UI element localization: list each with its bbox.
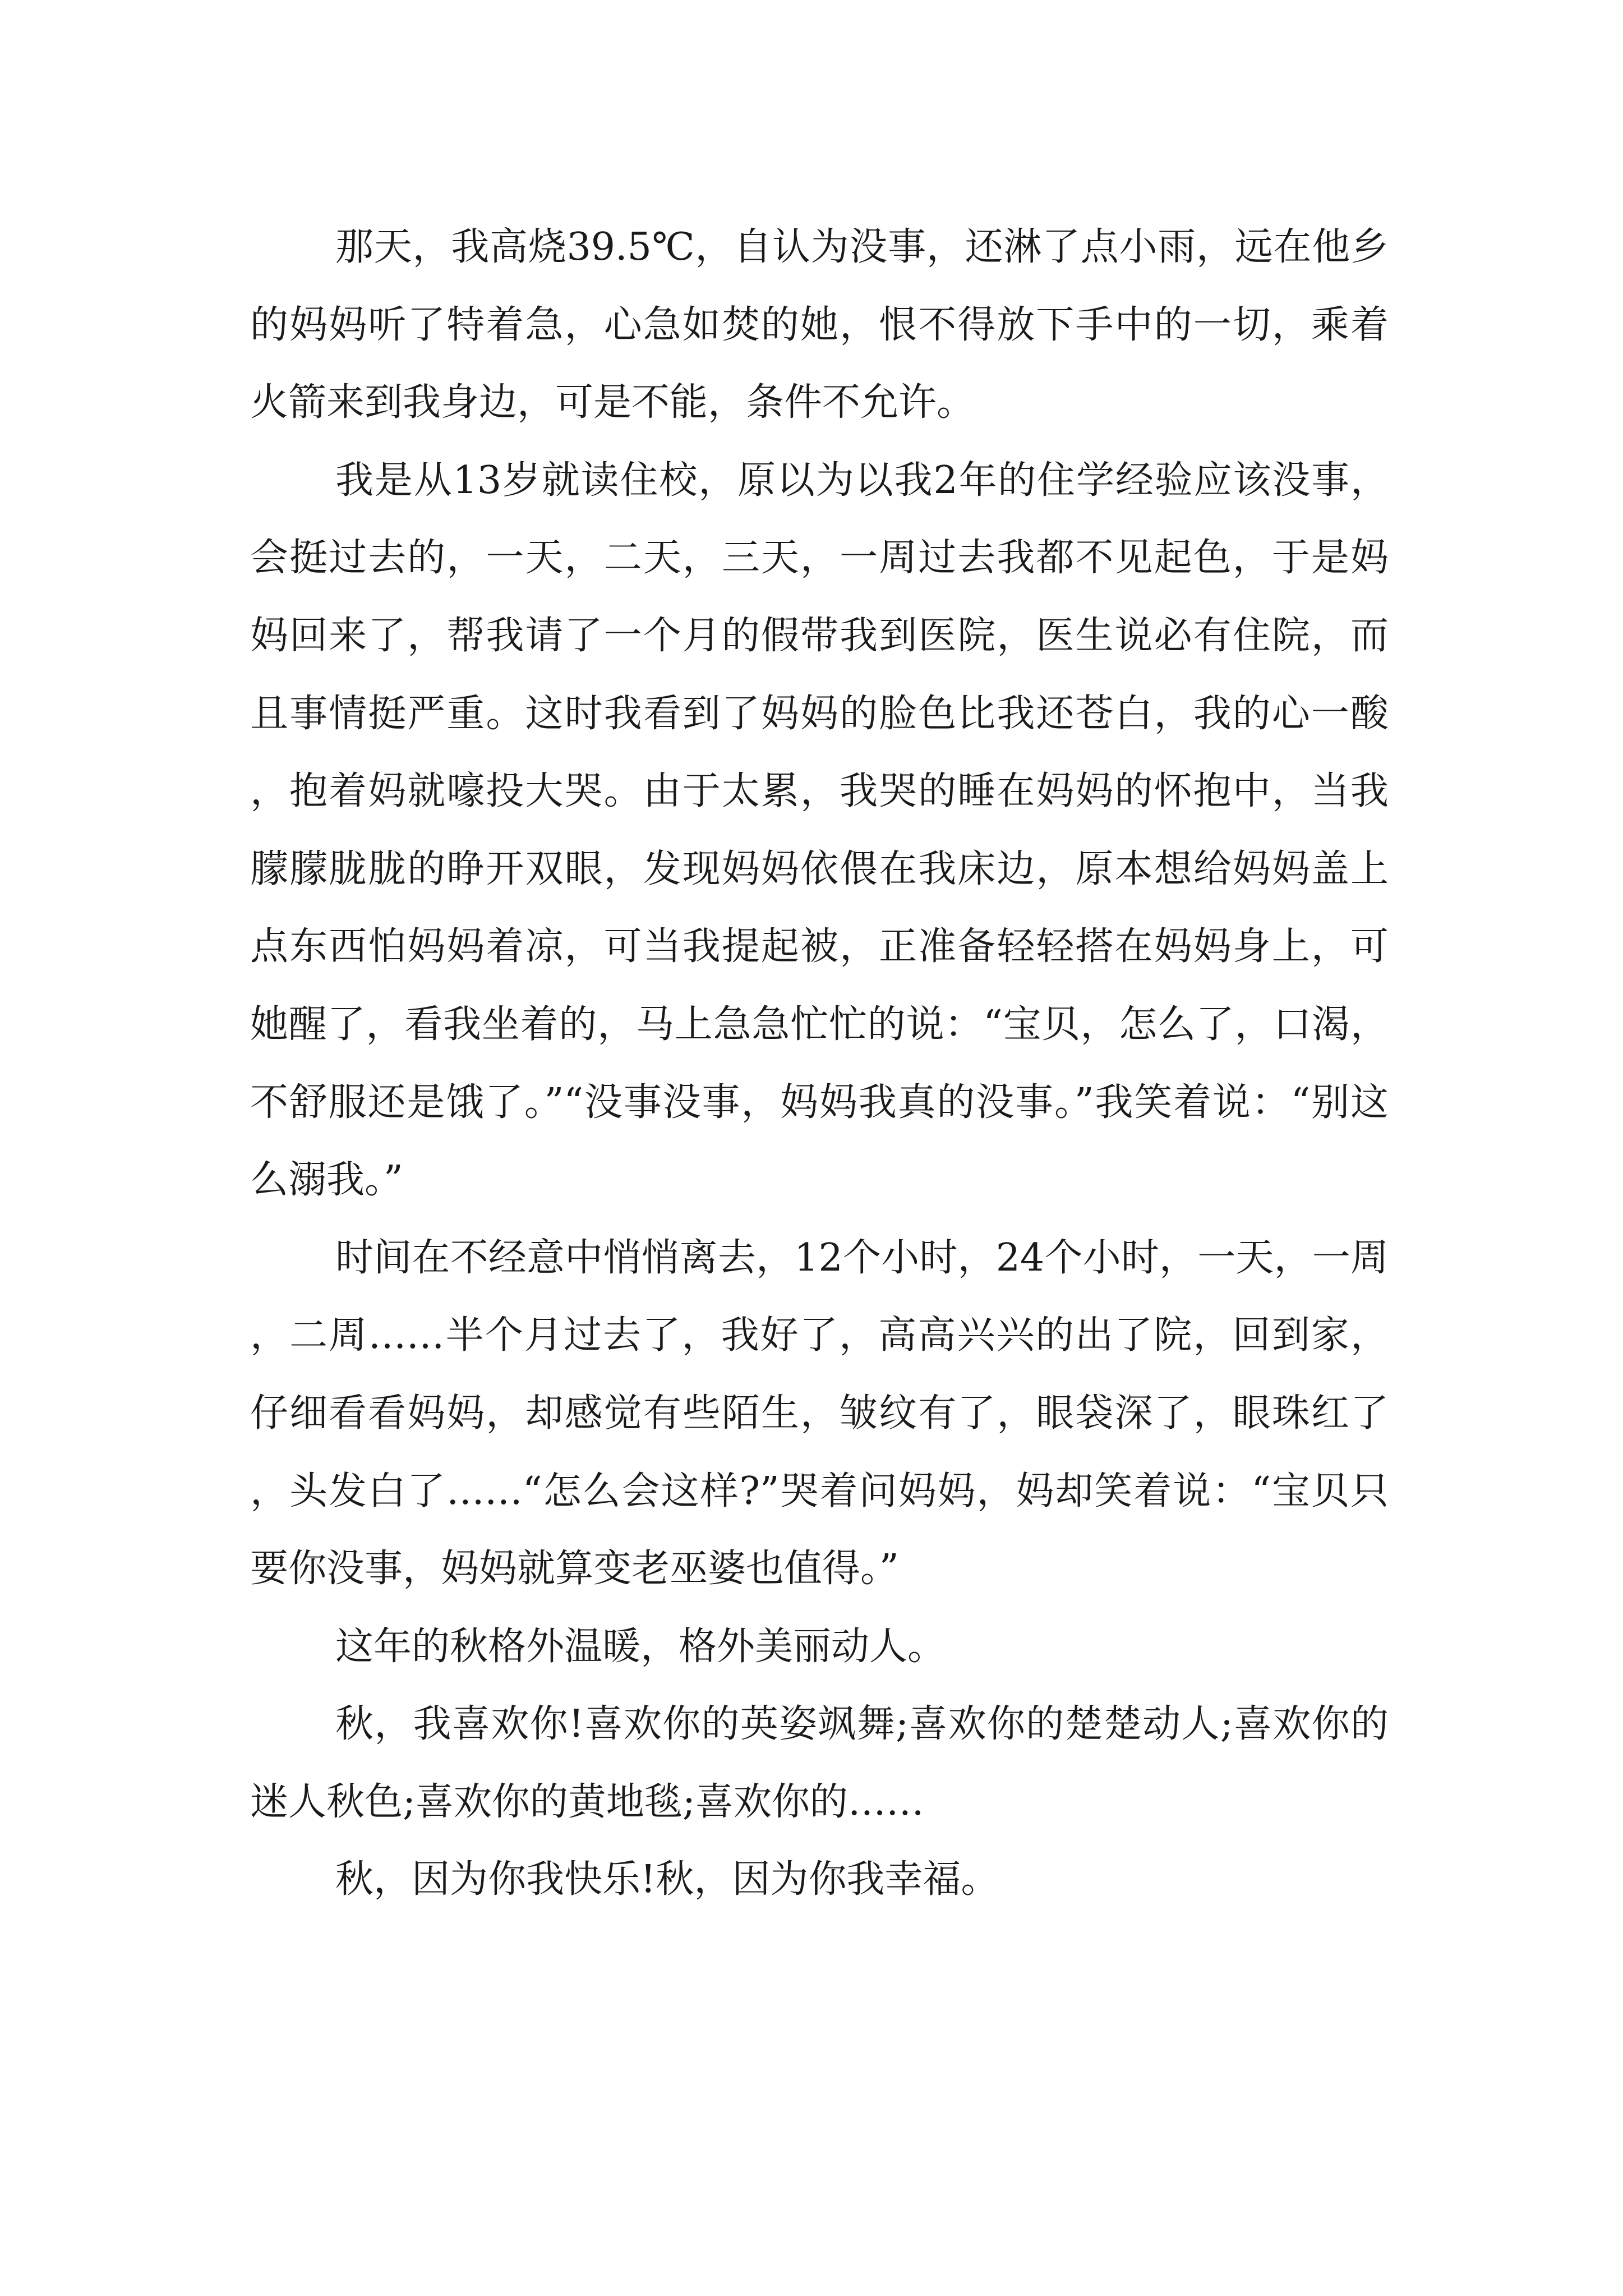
paragraph-hospital: 我是从13岁就读住校，原以为以我2年的住学经验应该没事，会挺过去的，一天，二天，三天，一周过去我都不见起色，于是妈妈回来了，帮我请了一个月的假带我到医院，医生说必有住院，而且事情挺严重。这时我看到了妈妈的脸色比我还苍白，我的心一酸，抱着妈就嚎投大哭。由于太累，我哭的睡在妈妈的怀抱中，当我朦朦胧胧的睁开双眼，发现妈妈依偎在我床边，原本想给妈妈盖上点东西怕妈妈着凉，可当我提起被，正准备轻轻搭在妈妈身上，可她醒了，看我坐着的，马上急急忙忙的说：“宝贝，怎么了，口渴，不舒服还是饿了。”“没事没事，妈妈我真的没事。”我笑着说：“别这么溺我。” — [250, 458, 1389, 1203]
document-body — [250, 209, 1389, 1919]
paragraph-happiness: 秋，因为你我快乐!秋，因为你我幸福。 — [335, 1857, 999, 1902]
paragraph-fever: 那天，我高烧39.5℃，自认为没事，还淋了点小雨，远在他乡的妈妈听了特着急，心急如焚的她，恨不得放下手中的一切，乘着火箭来到我身边，可是不能，条件不允许。 — [250, 225, 1389, 425]
paragraph-love-autumn: 秋，我喜欢你!喜欢你的英姿飒舞;喜欢你的楚楚动人;喜欢你的迷人秋色;喜欢你的黄地毯;喜欢你的…… — [250, 1702, 1389, 1824]
paragraph-recovery: 时间在不经意中悄悄离去，12个小时，24个小时，一天，一周，二周……半个月过去了，我好了，高高兴兴的出了院，回到家，仔细看看妈妈，却感觉有些陌生，皱纹有了，眼袋深了，眼珠红了，头发白了……“怎么会这样?”哭着问妈妈，妈却笑着说：“宝贝只要你没事，妈妈就算变老巫婆也值得。” — [250, 1235, 1389, 1591]
paragraph-warm-autumn: 这年的秋格外温暖，格外美丽动人。 — [335, 1624, 946, 1669]
